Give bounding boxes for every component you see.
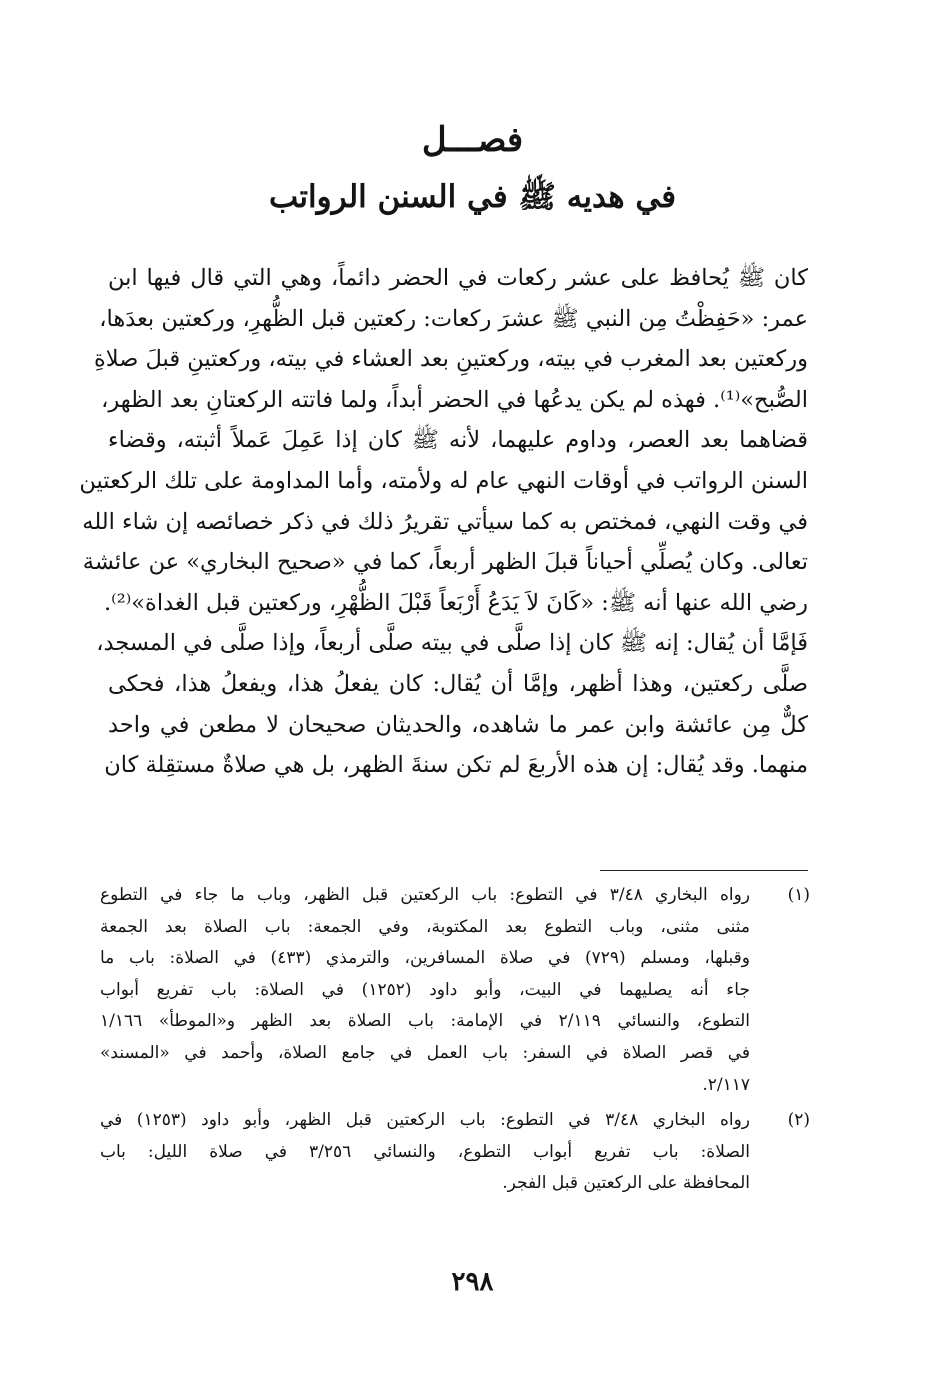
footnote-1 [100, 880, 810, 1101]
body-line: صلَّى ركعتين، وهذا أظهر، وإمَّا أن يُقال: كان يفعلُ هذا، ويفعلُ هذا، فحكى [108, 670, 808, 697]
footnote-number: (٢) [787, 1110, 810, 1131]
footnote-line: مثنى مثنى، وباب التطوع بعد المكتوبة، وفي الجمعة: باب الصلاة بعد الجمعة [100, 916, 750, 937]
footnote-line: الصلاة: باب تفريع أبواب التطوع، والنسائي ٣/٢٥٦ في صلاة الليل: باب [100, 1141, 750, 1162]
footnote-line: جاء أنه يصليهما في البيت، وأبو داود (١٢٥٢) في الصلاة: باب تفريع أبواب [100, 979, 750, 1000]
footnote-line: في قصر الصلاة في السفر: باب العمل في جامع الصلاة، وأحمد في «المسند» [100, 1042, 750, 1063]
body-line: قضاهما بعد العصر، وداوم عليهما، لأنه ﷺ كان إذا عَمِلَ عَملاً أثبته، وقضاء [108, 427, 808, 454]
footnote-line: ٢/١١٧. [702, 1074, 750, 1095]
body-line: السنن الرواتب في أوقات النهي عام له ولأمته، وأما المداومة على تلك الركعتين [79, 467, 808, 494]
footnote-divider [600, 870, 808, 871]
page-number: ٢٩٨ [451, 1267, 494, 1297]
section-subtitle: في هديه ﷺ في السنن الرواتب [268, 179, 677, 215]
body-line: منهما. وقد يُقال: إن هذه الأربعَ لم تكن سنةَ الظهر، بل هي صلاةٌ مستقِلة كان [104, 752, 808, 779]
footnote-line: رواه البخاري ٣/٤٨ في التطوع: باب الركعتين قبل الظهر، وأبو داود (١٢٥٣) في [100, 1110, 751, 1131]
body-line: كلٌّ مِن عائشة وابن عمر ما شاهده، والحديثان صحيحان لا مطعن في واحد [108, 711, 808, 738]
body-text [79, 258, 808, 786]
footnote-line: وقبلها، ومسلم (٧٢٩) في صلاة المسافرين، والترمذي (٤٣٣) في الصلاة: باب ما [100, 948, 750, 969]
body-line: الصُّبح»⁽¹⁾. فهذه لم يكن يدعُها في الحضر أبداً، ولما فاتته الركعتانِ بعد الظهر، [101, 386, 808, 413]
footnote-line: المحافظة على الركعتين قبل الفجر. [502, 1173, 750, 1194]
footnotes [100, 880, 810, 1204]
footnote-number: (١) [787, 885, 810, 905]
section-title: فصـــل [421, 120, 524, 160]
footnote-2 [100, 1105, 810, 1200]
body-line: كان ﷺ يُحافظ على عشر ركعات في الحضر دائماً، وهي التي قال فيها ابن [108, 265, 808, 291]
footnote-line: رواه البخاري ٣/٤٨ في التطوع: باب الركعتين قبل الظهر، وباب ما جاء في التطوع [100, 885, 750, 905]
body-line: فَإمَّا أن يُقال: إنه ﷺ كان إذا صلَّى في بيته صلَّى أربعاً، وإذا صلَّى في المسجد، [96, 630, 808, 657]
footnote-line: التطوع، والنسائي ٢/١١٩ في الإمامة: باب الصلاة بعد الظهر و«الموطأ» ١/١٦٦ [100, 1011, 750, 1032]
body-line: عمر: «حَفِظْتُ مِن النبي ﷺ عشرَ ركعات: ركعتين قبل الظُّهرِ، وركعتين بعدَها، [99, 305, 808, 332]
body-line: تعالى. وكان يُصلِّي أحياناً قبلَ الظهر أربعاً، كما في «صحيح البخاري» عن عائشة [82, 549, 808, 576]
body-line: وركعتين بعد المغرب في بيته، وركعتينِ بعد العشاء في بيته، وركعتينِ قبلَ صلاةِ [94, 346, 808, 373]
body-line: رضي الله عنها أنه ﷺ: «كَانَ لاَ يَدَعُ أَرْبَعاً قَبْلَ الظُّهْرِ، وركعتين قبل الغداة»⁽²⁾. [104, 589, 808, 616]
body-line: في وقت النهي، فمختص به كما سيأتي تقريرُ ذلك في ذكر خصائصه إن شاء الله [82, 508, 808, 535]
